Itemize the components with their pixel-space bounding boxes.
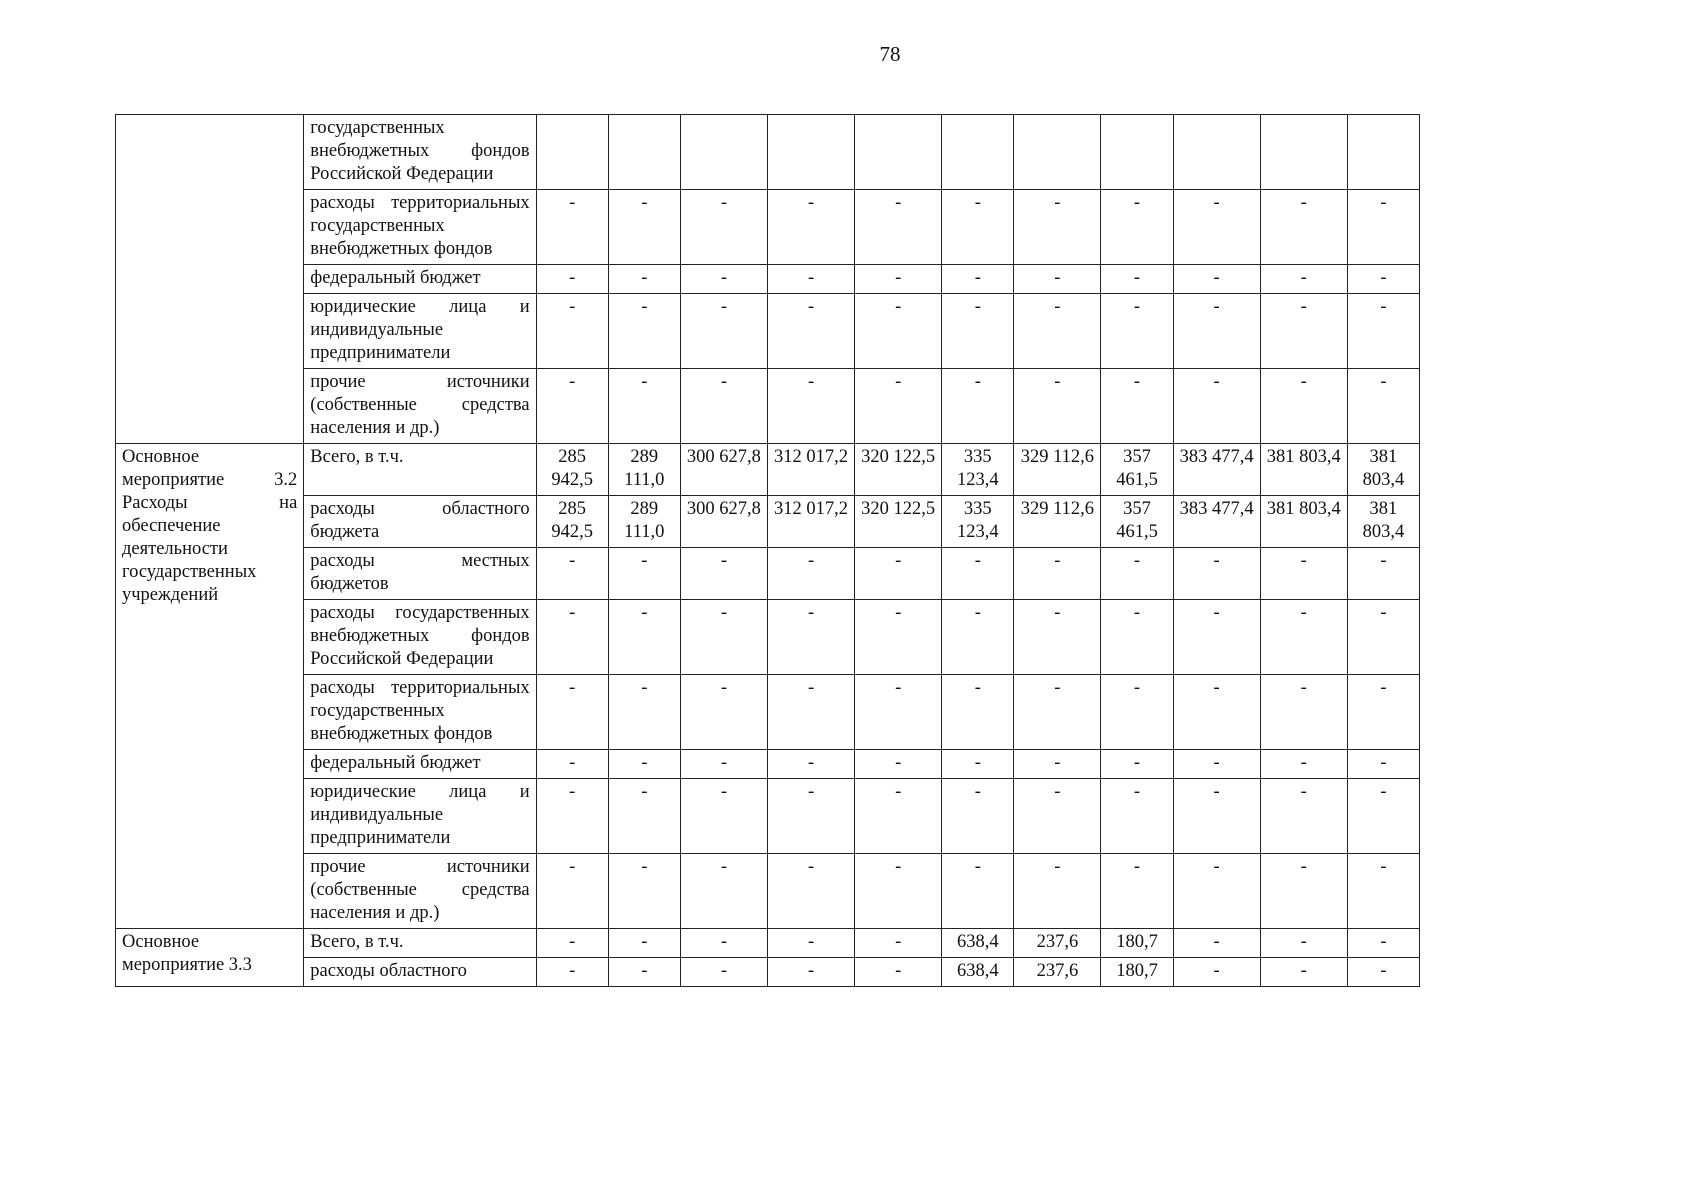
value-cell: -: [608, 779, 680, 854]
table-row: [116, 854, 1420, 929]
value-cell: -: [1014, 600, 1101, 675]
value-cell: -: [942, 548, 1014, 600]
value-cell: -: [1101, 265, 1173, 294]
value-cell: -: [680, 369, 767, 444]
value-cell: -: [1347, 600, 1419, 675]
value-cell: -: [942, 294, 1014, 369]
value-cell: -: [855, 294, 942, 369]
row-label-cell: Всего, в т.ч.: [304, 929, 536, 958]
table-row: [116, 548, 1420, 600]
value-cell: -: [1173, 190, 1260, 265]
value-cell: -: [1347, 750, 1419, 779]
value-cell: -: [536, 265, 608, 294]
value-cell: -: [1173, 294, 1260, 369]
row-label-cell: расходы местных бюджетов: [304, 548, 536, 600]
value-cell: [1101, 115, 1173, 190]
value-cell: -: [942, 854, 1014, 929]
value-cell: -: [1173, 958, 1260, 987]
value-cell: -: [680, 958, 767, 987]
value-cell: -: [855, 548, 942, 600]
value-cell: 357 461,5: [1101, 444, 1173, 496]
value-cell: -: [767, 779, 854, 854]
value-cell: [1173, 115, 1260, 190]
value-cell: -: [680, 548, 767, 600]
value-cell: -: [1260, 265, 1347, 294]
value-cell: 329 112,6: [1014, 496, 1101, 548]
table-row: [116, 265, 1420, 294]
value-cell: [1347, 115, 1419, 190]
value-cell: -: [1347, 190, 1419, 265]
value-cell: -: [1260, 548, 1347, 600]
value-cell: -: [1101, 548, 1173, 600]
value-cell: 320 122,5: [855, 496, 942, 548]
value-cell: -: [1347, 294, 1419, 369]
table-row: [116, 779, 1420, 854]
value-cell: -: [536, 958, 608, 987]
value-cell: 300 627,8: [680, 444, 767, 496]
value-cell: -: [767, 369, 854, 444]
value-cell: -: [536, 675, 608, 750]
value-cell: -: [942, 675, 1014, 750]
value-cell: 335 123,4: [942, 496, 1014, 548]
value-cell: -: [1101, 190, 1173, 265]
value-cell: -: [855, 779, 942, 854]
row-label-cell: Всего, в т.ч.: [304, 444, 536, 496]
value-cell: 335 123,4: [942, 444, 1014, 496]
value-cell: -: [680, 600, 767, 675]
table-row: [116, 496, 1420, 548]
value-cell: 237,6: [1014, 958, 1101, 987]
table-row: [116, 600, 1420, 675]
value-cell: -: [608, 548, 680, 600]
value-cell: -: [855, 190, 942, 265]
value-cell: -: [536, 779, 608, 854]
value-cell: -: [1173, 600, 1260, 675]
value-cell: -: [680, 190, 767, 265]
value-cell: -: [942, 779, 1014, 854]
value-cell: -: [767, 929, 854, 958]
value-cell: -: [536, 190, 608, 265]
value-cell: 381 803,4: [1260, 496, 1347, 548]
value-cell: -: [536, 369, 608, 444]
value-cell: -: [1101, 779, 1173, 854]
value-cell: -: [1260, 929, 1347, 958]
value-cell: 329 112,6: [1014, 444, 1101, 496]
value-cell: -: [536, 750, 608, 779]
value-cell: -: [767, 190, 854, 265]
value-cell: -: [1014, 265, 1101, 294]
value-cell: -: [942, 190, 1014, 265]
row-label-cell: юридические лица и индивидуальные предприниматели: [304, 294, 536, 369]
value-cell: -: [608, 929, 680, 958]
value-cell: 312 017,2: [767, 444, 854, 496]
value-cell: -: [680, 675, 767, 750]
value-cell: -: [1173, 929, 1260, 958]
value-cell: 381 803,4: [1260, 444, 1347, 496]
value-cell: -: [767, 750, 854, 779]
table-row: [116, 675, 1420, 750]
value-cell: -: [855, 958, 942, 987]
value-cell: 381 803,4: [1347, 444, 1419, 496]
value-cell: 285 942,5: [536, 496, 608, 548]
value-cell: 357 461,5: [1101, 496, 1173, 548]
table-row: [116, 929, 1420, 958]
value-cell: -: [767, 958, 854, 987]
value-cell: -: [1014, 675, 1101, 750]
value-cell: [1014, 115, 1101, 190]
value-cell: -: [608, 369, 680, 444]
value-cell: -: [855, 929, 942, 958]
value-cell: -: [1260, 369, 1347, 444]
value-cell: -: [680, 750, 767, 779]
row-label-cell: юридические лица и индивидуальные предприниматели: [304, 779, 536, 854]
table-row: [116, 958, 1420, 987]
value-cell: [942, 115, 1014, 190]
value-cell: -: [1260, 294, 1347, 369]
value-cell: -: [1173, 548, 1260, 600]
value-cell: -: [680, 294, 767, 369]
value-cell: -: [1101, 600, 1173, 675]
value-cell: 180,7: [1101, 929, 1173, 958]
value-cell: -: [1347, 929, 1419, 958]
section-title-cell: [116, 115, 304, 444]
value-cell: -: [608, 854, 680, 929]
value-cell: -: [855, 600, 942, 675]
value-cell: -: [1014, 854, 1101, 929]
value-cell: -: [1101, 854, 1173, 929]
value-cell: -: [1101, 369, 1173, 444]
value-cell: -: [608, 190, 680, 265]
value-cell: -: [1260, 750, 1347, 779]
value-cell: 638,4: [942, 929, 1014, 958]
value-cell: 312 017,2: [767, 496, 854, 548]
value-cell: -: [1173, 779, 1260, 854]
value-cell: -: [608, 675, 680, 750]
value-cell: 381 803,4: [1347, 496, 1419, 548]
section-title-cell: Основное мероприятие 3.3: [116, 929, 304, 987]
value-cell: -: [1347, 779, 1419, 854]
value-cell: -: [536, 548, 608, 600]
value-cell: -: [1260, 958, 1347, 987]
value-cell: -: [855, 750, 942, 779]
value-cell: -: [1347, 369, 1419, 444]
value-cell: -: [1260, 854, 1347, 929]
value-cell: -: [942, 265, 1014, 294]
value-cell: -: [1347, 854, 1419, 929]
value-cell: -: [608, 750, 680, 779]
value-cell: -: [1347, 548, 1419, 600]
value-cell: -: [767, 675, 854, 750]
table-row: [116, 369, 1420, 444]
value-cell: -: [1173, 369, 1260, 444]
value-cell: -: [680, 854, 767, 929]
row-label-cell: расходы областного бюджета: [304, 496, 536, 548]
value-cell: -: [608, 600, 680, 675]
value-cell: -: [1014, 548, 1101, 600]
value-cell: -: [680, 265, 767, 294]
value-cell: [1260, 115, 1347, 190]
value-cell: -: [536, 929, 608, 958]
value-cell: -: [608, 294, 680, 369]
value-cell: 320 122,5: [855, 444, 942, 496]
value-cell: -: [942, 750, 1014, 779]
page-number: 78: [879, 42, 901, 66]
value-cell: 383 477,4: [1173, 444, 1260, 496]
row-label-cell: расходы территориальных государственных внебюджетных фондов: [304, 675, 536, 750]
value-cell: -: [608, 958, 680, 987]
row-label-cell: государственных внебюджетных фондов Российской Федерации: [304, 115, 536, 190]
value-cell: -: [1260, 190, 1347, 265]
value-cell: 300 627,8: [680, 496, 767, 548]
value-cell: -: [942, 369, 1014, 444]
value-cell: 289 111,0: [608, 496, 680, 548]
value-cell: -: [855, 675, 942, 750]
row-label-cell: расходы территориальных государственных внебюджетных фондов: [304, 190, 536, 265]
value-cell: -: [1101, 294, 1173, 369]
value-cell: -: [1173, 265, 1260, 294]
value-cell: [536, 115, 608, 190]
value-cell: [680, 115, 767, 190]
value-cell: 289 111,0: [608, 444, 680, 496]
table-row: [116, 190, 1420, 265]
value-cell: -: [942, 600, 1014, 675]
row-label-cell: прочие источники (собственные средства населения и др.): [304, 854, 536, 929]
value-cell: -: [1014, 779, 1101, 854]
value-cell: -: [1014, 294, 1101, 369]
row-label-cell: прочие источники (собственные средства населения и др.): [304, 369, 536, 444]
value-cell: -: [1260, 779, 1347, 854]
value-cell: -: [1173, 675, 1260, 750]
table-row: [116, 294, 1420, 369]
table-row: [116, 115, 1420, 190]
section-title-cell: Основное мероприятие 3.2 Расходы на обеспечение деятельности государственных учреждений: [116, 444, 304, 929]
value-cell: -: [1260, 600, 1347, 675]
value-cell: -: [1014, 190, 1101, 265]
value-cell: -: [1347, 265, 1419, 294]
value-cell: -: [1347, 675, 1419, 750]
value-cell: [767, 115, 854, 190]
value-cell: -: [536, 854, 608, 929]
value-cell: -: [680, 929, 767, 958]
value-cell: [855, 115, 942, 190]
value-cell: -: [680, 779, 767, 854]
value-cell: -: [1173, 750, 1260, 779]
value-cell: -: [1014, 750, 1101, 779]
value-cell: -: [855, 854, 942, 929]
value-cell: -: [536, 600, 608, 675]
budget-table: [115, 114, 1420, 987]
value-cell: -: [608, 265, 680, 294]
value-cell: 638,4: [942, 958, 1014, 987]
value-cell: [608, 115, 680, 190]
value-cell: -: [1347, 958, 1419, 987]
value-cell: 285 942,5: [536, 444, 608, 496]
table-row: [116, 750, 1420, 779]
value-cell: -: [767, 854, 854, 929]
value-cell: -: [1101, 750, 1173, 779]
value-cell: 180,7: [1101, 958, 1173, 987]
row-label-cell: федеральный бюджет: [304, 750, 536, 779]
value-cell: -: [1173, 854, 1260, 929]
row-label-cell: расходы областного: [304, 958, 536, 987]
value-cell: -: [1014, 369, 1101, 444]
table-body: [116, 115, 1420, 987]
value-cell: -: [767, 548, 854, 600]
value-cell: -: [767, 600, 854, 675]
value-cell: -: [767, 294, 854, 369]
value-cell: -: [1260, 675, 1347, 750]
value-cell: -: [1101, 675, 1173, 750]
row-label-cell: федеральный бюджет: [304, 265, 536, 294]
value-cell: -: [536, 294, 608, 369]
value-cell: -: [855, 369, 942, 444]
table-row: [116, 444, 1420, 496]
value-cell: 237,6: [1014, 929, 1101, 958]
row-label-cell: расходы государственных внебюджетных фондов Российской Федерации: [304, 600, 536, 675]
value-cell: -: [767, 265, 854, 294]
value-cell: -: [855, 265, 942, 294]
value-cell: 383 477,4: [1173, 496, 1260, 548]
